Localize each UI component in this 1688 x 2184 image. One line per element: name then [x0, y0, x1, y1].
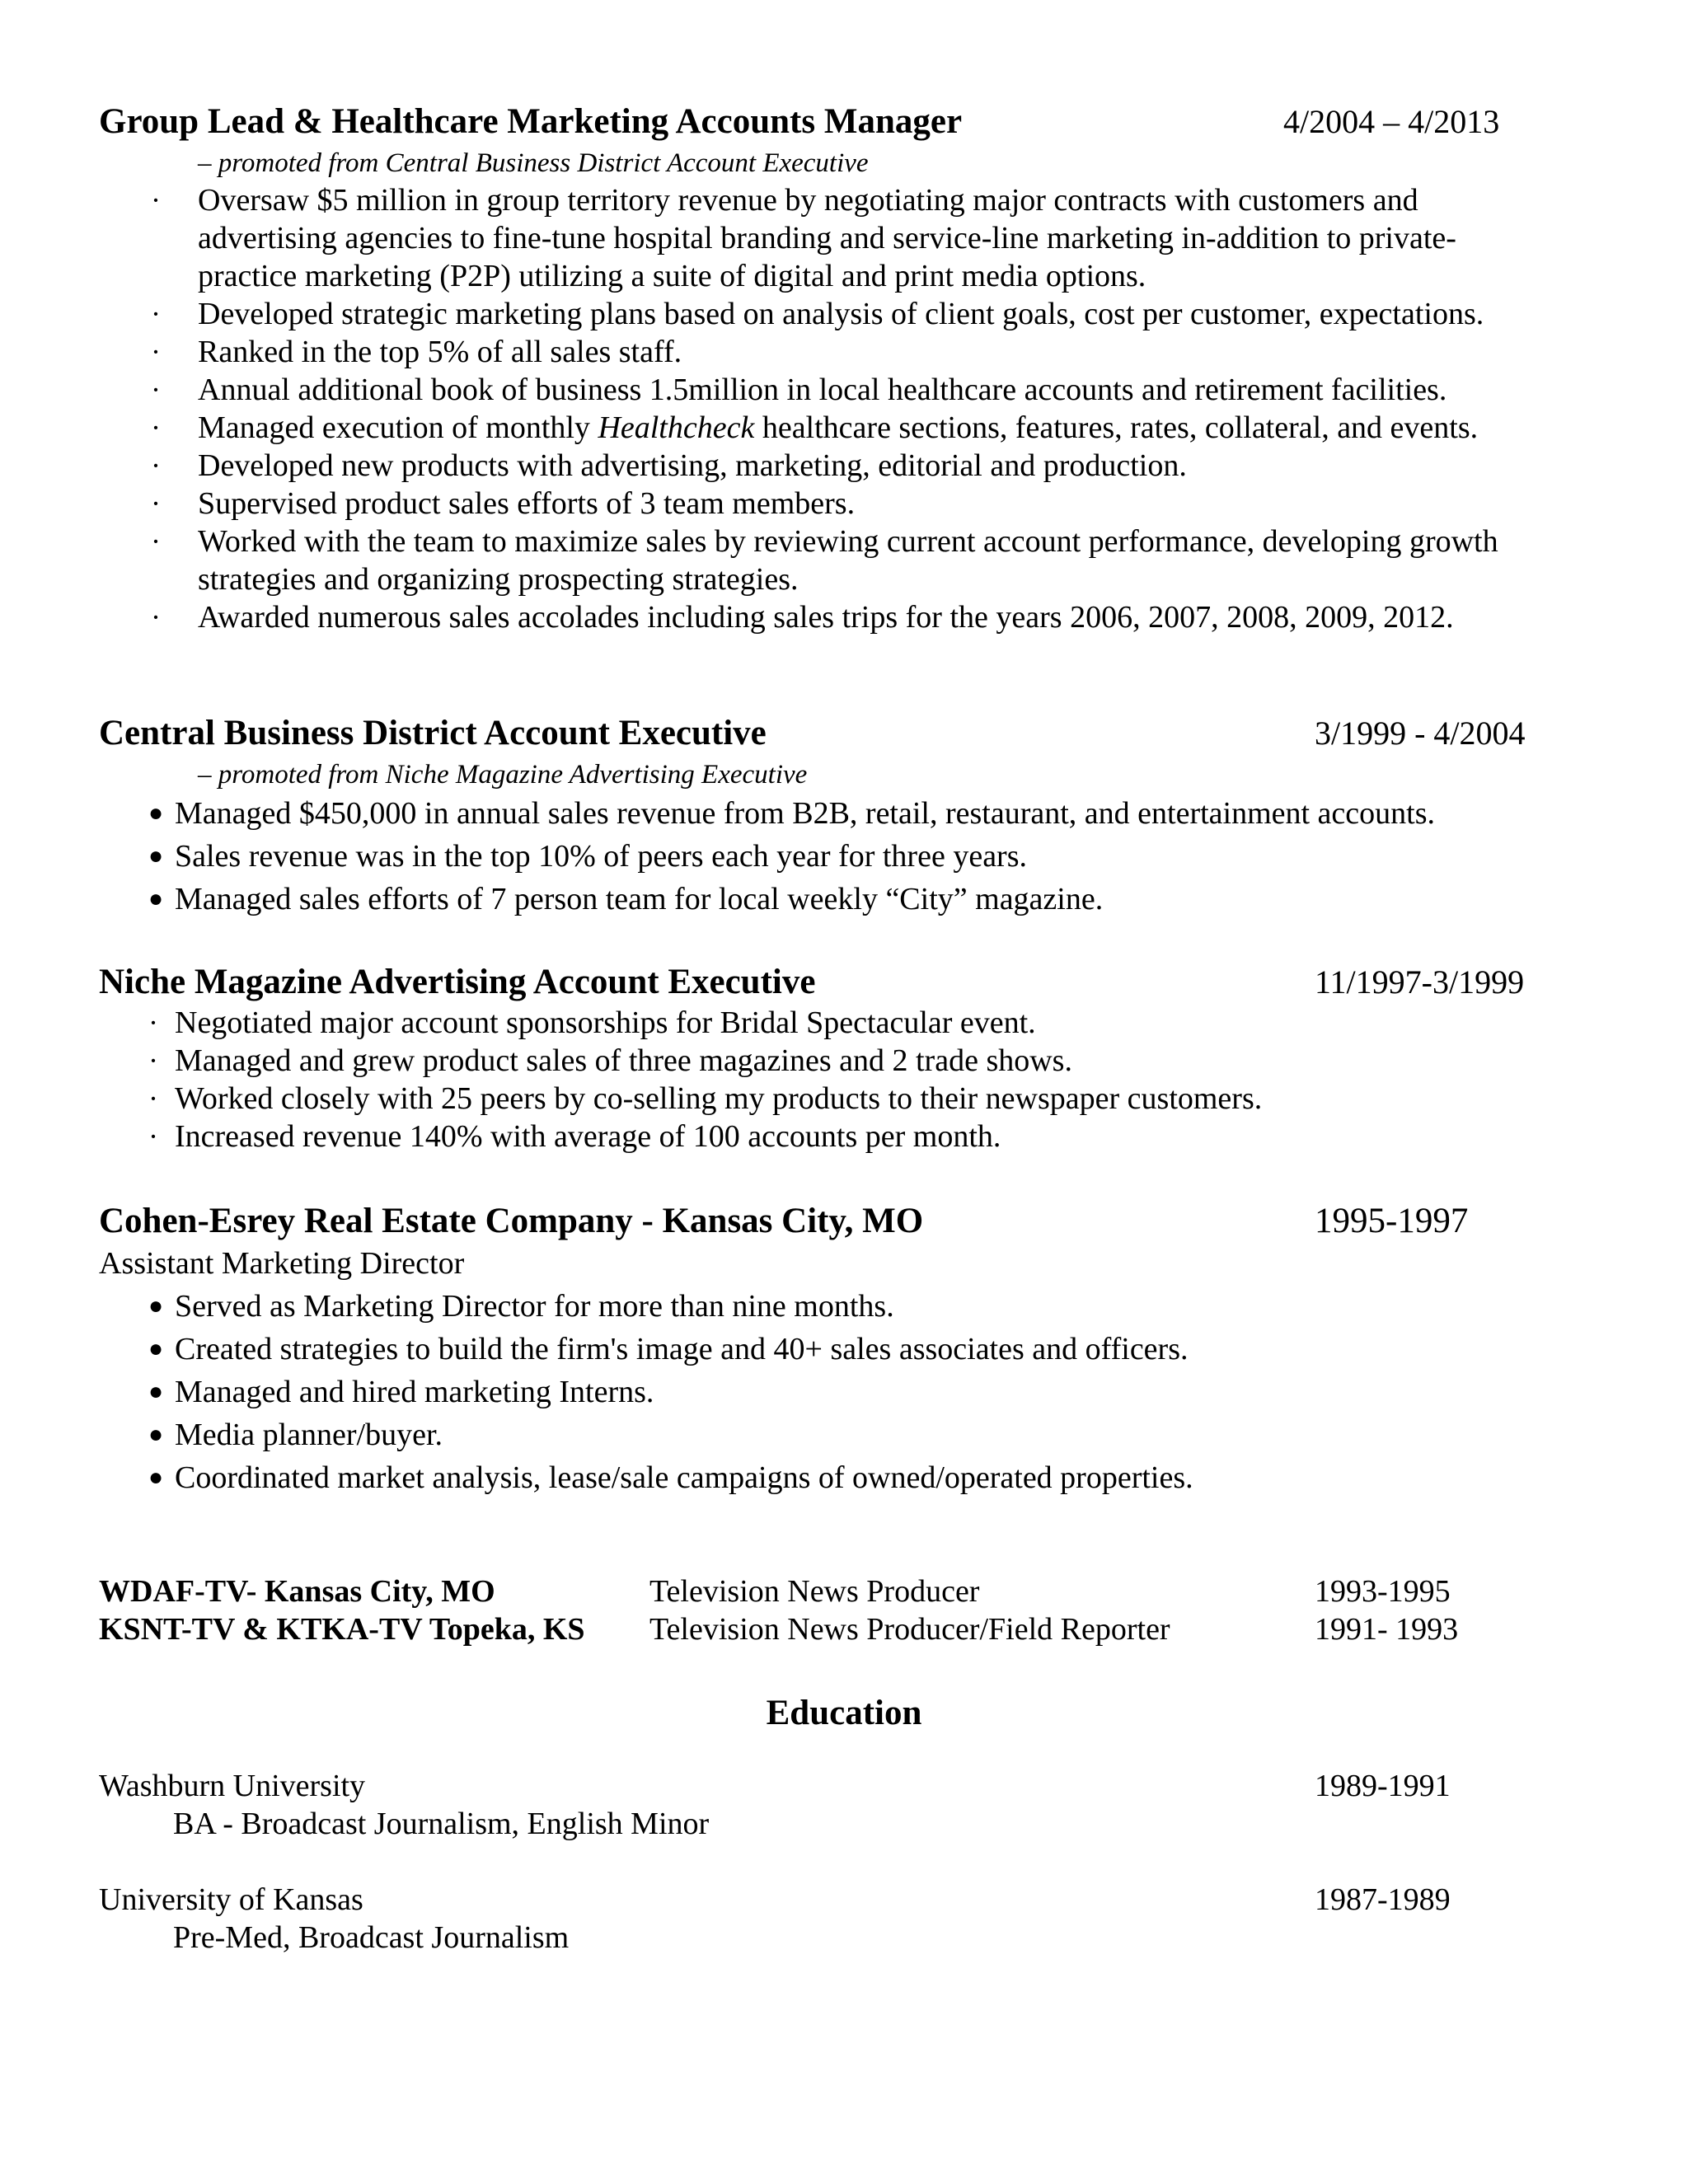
tv-employer: WDAF-TV- Kansas City, MO — [99, 1574, 495, 1609]
bullet-text: advertising agencies to fine-tune hospital branding and service-line marketing in-addition to private- — [198, 221, 1456, 255]
bullet-dot: · — [151, 184, 161, 217]
bullet-text: Developed strategic marketing plans based on analysis of client goals, cost per customer, expectations. — [198, 297, 1484, 331]
bullet-dot: ● — [148, 1335, 164, 1362]
bullet-text: practice marketing (P2P) utilizing a suite of digital and print media options. — [198, 259, 1146, 293]
school-dates: 1989-1991 — [1315, 1769, 1451, 1803]
bullet-dot: · — [151, 298, 161, 330]
bullet-text: Worked closely with 25 peers by co-selling my products to their newspaper customers. — [175, 1081, 1263, 1116]
job-title-cbd: Central Business District Account Executive — [99, 714, 767, 752]
school-degree: BA - Broadcast Journalism, English Minor — [173, 1807, 710, 1841]
school-name: Washburn University — [99, 1769, 366, 1803]
bullet-dot: · — [148, 1006, 158, 1039]
bullet-dot: · — [148, 1120, 158, 1153]
bullet-dot: ● — [148, 799, 164, 827]
bullet-text-part: healthcare sections, features, rates, collateral, and events. — [754, 410, 1479, 445]
bullet-dot: · — [151, 411, 161, 444]
tv-employer: KSNT-TV & KTKA-TV Topeka, KS — [99, 1612, 585, 1647]
tv-dates: 1993-1995 — [1315, 1574, 1451, 1609]
job-role: Assistant Marketing Director — [99, 1246, 465, 1281]
bullet-dot: · — [151, 335, 161, 368]
bullet-text: Managed and grew product sales of three magazines and 2 trade shows. — [175, 1043, 1072, 1078]
job-promoted-note: – promoted from Niche Magazine Advertising Executive — [198, 760, 808, 790]
bullet-text-part: Managed execution of monthly — [198, 410, 598, 445]
tv-role: Television News Producer/Field Reporter — [649, 1612, 1170, 1647]
job-title-niche: Niche Magazine Advertising Account Executive — [99, 963, 816, 1001]
bullet-text: strategies and organizing prospecting strategies. — [198, 562, 799, 597]
bullet-text: Managed sales efforts of 7 person team for local weekly “City” magazine. — [175, 882, 1104, 916]
education-heading: Education — [766, 1694, 922, 1732]
bullet-text: Managed $450,000 in annual sales revenue from B2B, retail, restaurant, and entertainment accounts. — [175, 796, 1435, 831]
bullet-text: Developed new products with advertising, marketing, editorial and production. — [198, 448, 1187, 483]
bullet-text: Created strategies to build the firm's image and 40+ sales associates and officers. — [175, 1332, 1189, 1366]
bullet-text: Ranked in the top 5% of all sales staff. — [198, 335, 682, 369]
bullet-text: Oversaw $5 million in group territory revenue by negotiating major contracts with customers and — [198, 183, 1418, 218]
job-dates-cbd: 3/1999 - 4/2004 — [1315, 715, 1526, 752]
bullet-text: Coordinated market analysis, lease/sale campaigns of owned/operated properties. — [175, 1460, 1193, 1495]
tv-role: Television News Producer — [649, 1574, 980, 1609]
bullet-dot: · — [151, 449, 161, 482]
bullet-dot: ● — [148, 1378, 164, 1405]
bullet-text: Managed and hired marketing Interns. — [175, 1375, 654, 1409]
job-title-cohen-esrey: Cohen-Esrey Real Estate Company - Kansas City, MO — [99, 1202, 924, 1240]
bullet-text: Increased revenue 140% with average of 100 accounts per month. — [175, 1119, 1001, 1154]
bullet-text: Annual additional book of business 1.5million in local healthcare accounts and retirement facilities. — [198, 373, 1447, 407]
bullet-text: Supervised product sales efforts of 3 team members. — [198, 486, 856, 521]
bullet-dot: ● — [148, 1464, 164, 1491]
bullet-dot: · — [151, 525, 161, 558]
bullet-dot: ● — [148, 1421, 164, 1448]
school-dates: 1987-1989 — [1315, 1882, 1451, 1917]
bullet-dot: ● — [148, 1292, 164, 1319]
job-dates-group-lead: 4/2004 – 4/2013 — [1283, 103, 1500, 140]
bullet-text: Served as Marketing Director for more than nine months. — [175, 1289, 894, 1324]
bullet-dot: · — [151, 601, 161, 634]
job-dates-niche: 11/1997-3/1999 — [1315, 963, 1525, 1001]
bullet-text: Sales revenue was in the top 10% of peers each year for three years. — [175, 839, 1027, 874]
bullet-dot: ● — [148, 885, 164, 912]
school-degree: Pre-Med, Broadcast Journalism — [173, 1920, 570, 1955]
job-title-group-lead: Group Lead & Healthcare Marketing Accounts Manager — [99, 102, 963, 141]
bullet-dot: ● — [148, 842, 164, 869]
bullet-text: Media planner/buyer. — [175, 1418, 443, 1452]
bullet-text: Worked with the team to maximize sales by reviewing current account performance, developing growth — [198, 524, 1498, 559]
bullet-dot: · — [148, 1044, 158, 1077]
bullet-text — [198, 409, 1478, 447]
bullet-text: Negotiated major account sponsorships for Bridal Spectacular event. — [175, 1005, 1036, 1040]
bullet-text: Awarded numerous sales accolades including sales trips for the years 2006, 2007, 2008, 2009, 2012. — [198, 600, 1454, 635]
job-promoted-note: – promoted from Central Business District Account Executive — [198, 148, 869, 178]
job-dates-cohen-esrey: 1995-1997 — [1315, 1202, 1469, 1240]
healthcheck-publication-name: Healthcheck — [598, 410, 755, 445]
bullet-dot: · — [151, 487, 161, 520]
bullet-dot: · — [151, 373, 161, 406]
tv-dates: 1991- 1993 — [1315, 1612, 1459, 1647]
school-name: University of Kansas — [99, 1882, 363, 1917]
bullet-dot: · — [148, 1082, 158, 1115]
